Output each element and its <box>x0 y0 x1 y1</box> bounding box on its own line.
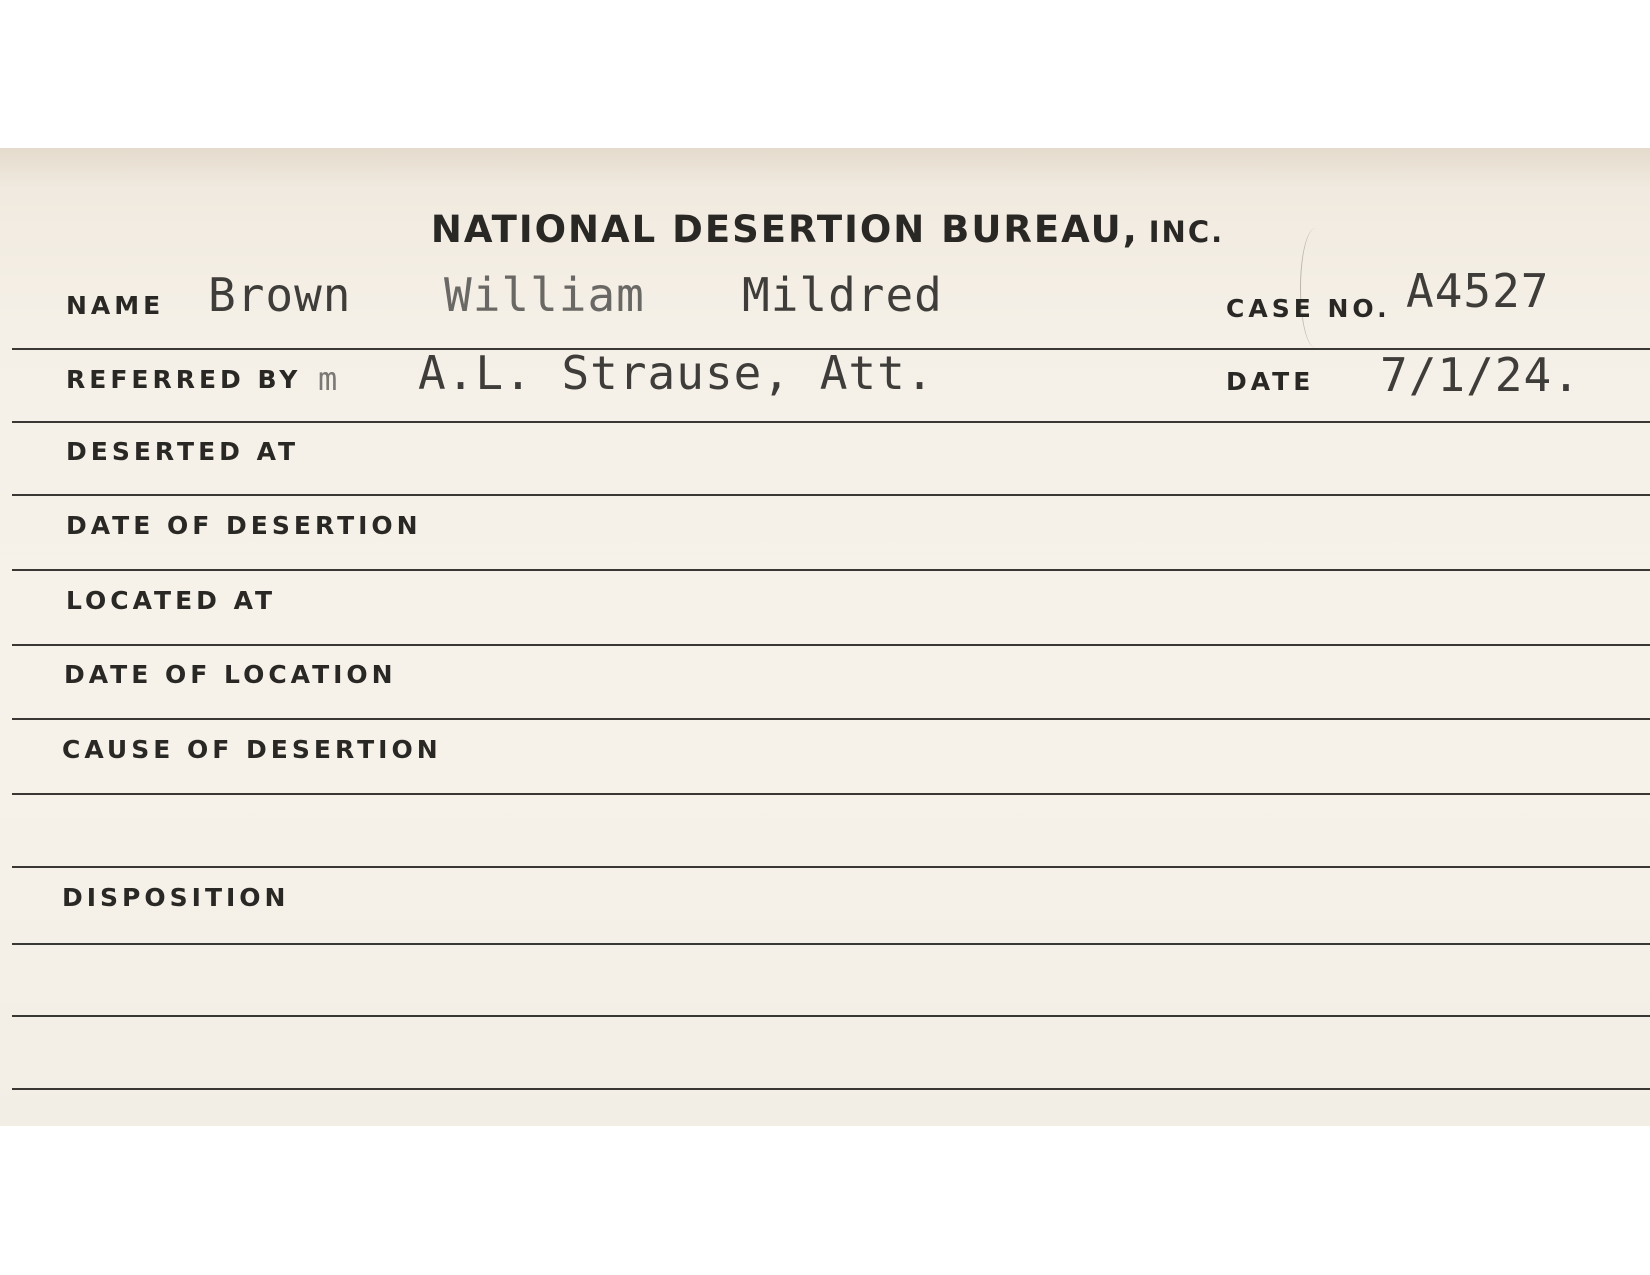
rule-blank-2 <box>12 1015 1650 1017</box>
rule-cause-of-desertion <box>12 793 1650 795</box>
rule-disposition <box>12 943 1650 945</box>
referred-by-label: REFERRED BY <box>66 365 302 394</box>
date-value: 7/1/24. <box>1380 348 1581 402</box>
name-given1-value: William <box>444 268 645 322</box>
located-at-label: LOCATED AT <box>66 586 277 615</box>
name-label: NAME <box>66 291 165 320</box>
referred-by-mark: m <box>318 360 338 398</box>
case-no-value: A4527 <box>1406 264 1550 318</box>
index-card <box>0 148 1650 1126</box>
rule-date-of-desertion <box>12 569 1650 571</box>
rule-referred-by <box>12 421 1650 423</box>
name-given2-value: Mildred <box>742 268 943 322</box>
card-title-main: NATIONAL DESERTION BUREAU, <box>430 208 1139 251</box>
date-of-location-label: DATE OF LOCATION <box>64 660 397 689</box>
card-title <box>0 208 1650 251</box>
date-label: DATE <box>1226 367 1315 396</box>
date-of-desertion-label: DATE OF DESERTION <box>66 511 422 540</box>
cause-of-desertion-label: CAUSE OF DESERTION <box>62 735 442 764</box>
referred-by-value: A.L. Strause, Att. <box>418 346 935 400</box>
disposition-label: DISPOSITION <box>62 883 290 912</box>
rule-deserted-at <box>12 494 1650 496</box>
deserted-at-label: DESERTED AT <box>66 437 300 466</box>
card-title-suffix: INC. <box>1148 215 1225 249</box>
rule-blank-3 <box>12 1088 1650 1090</box>
name-surname-value: Brown <box>208 268 352 322</box>
rule-located-at <box>12 644 1650 646</box>
case-no-label: CASE NO. <box>1226 294 1391 323</box>
rule-date-of-location <box>12 718 1650 720</box>
rule-blank-1 <box>12 866 1650 868</box>
